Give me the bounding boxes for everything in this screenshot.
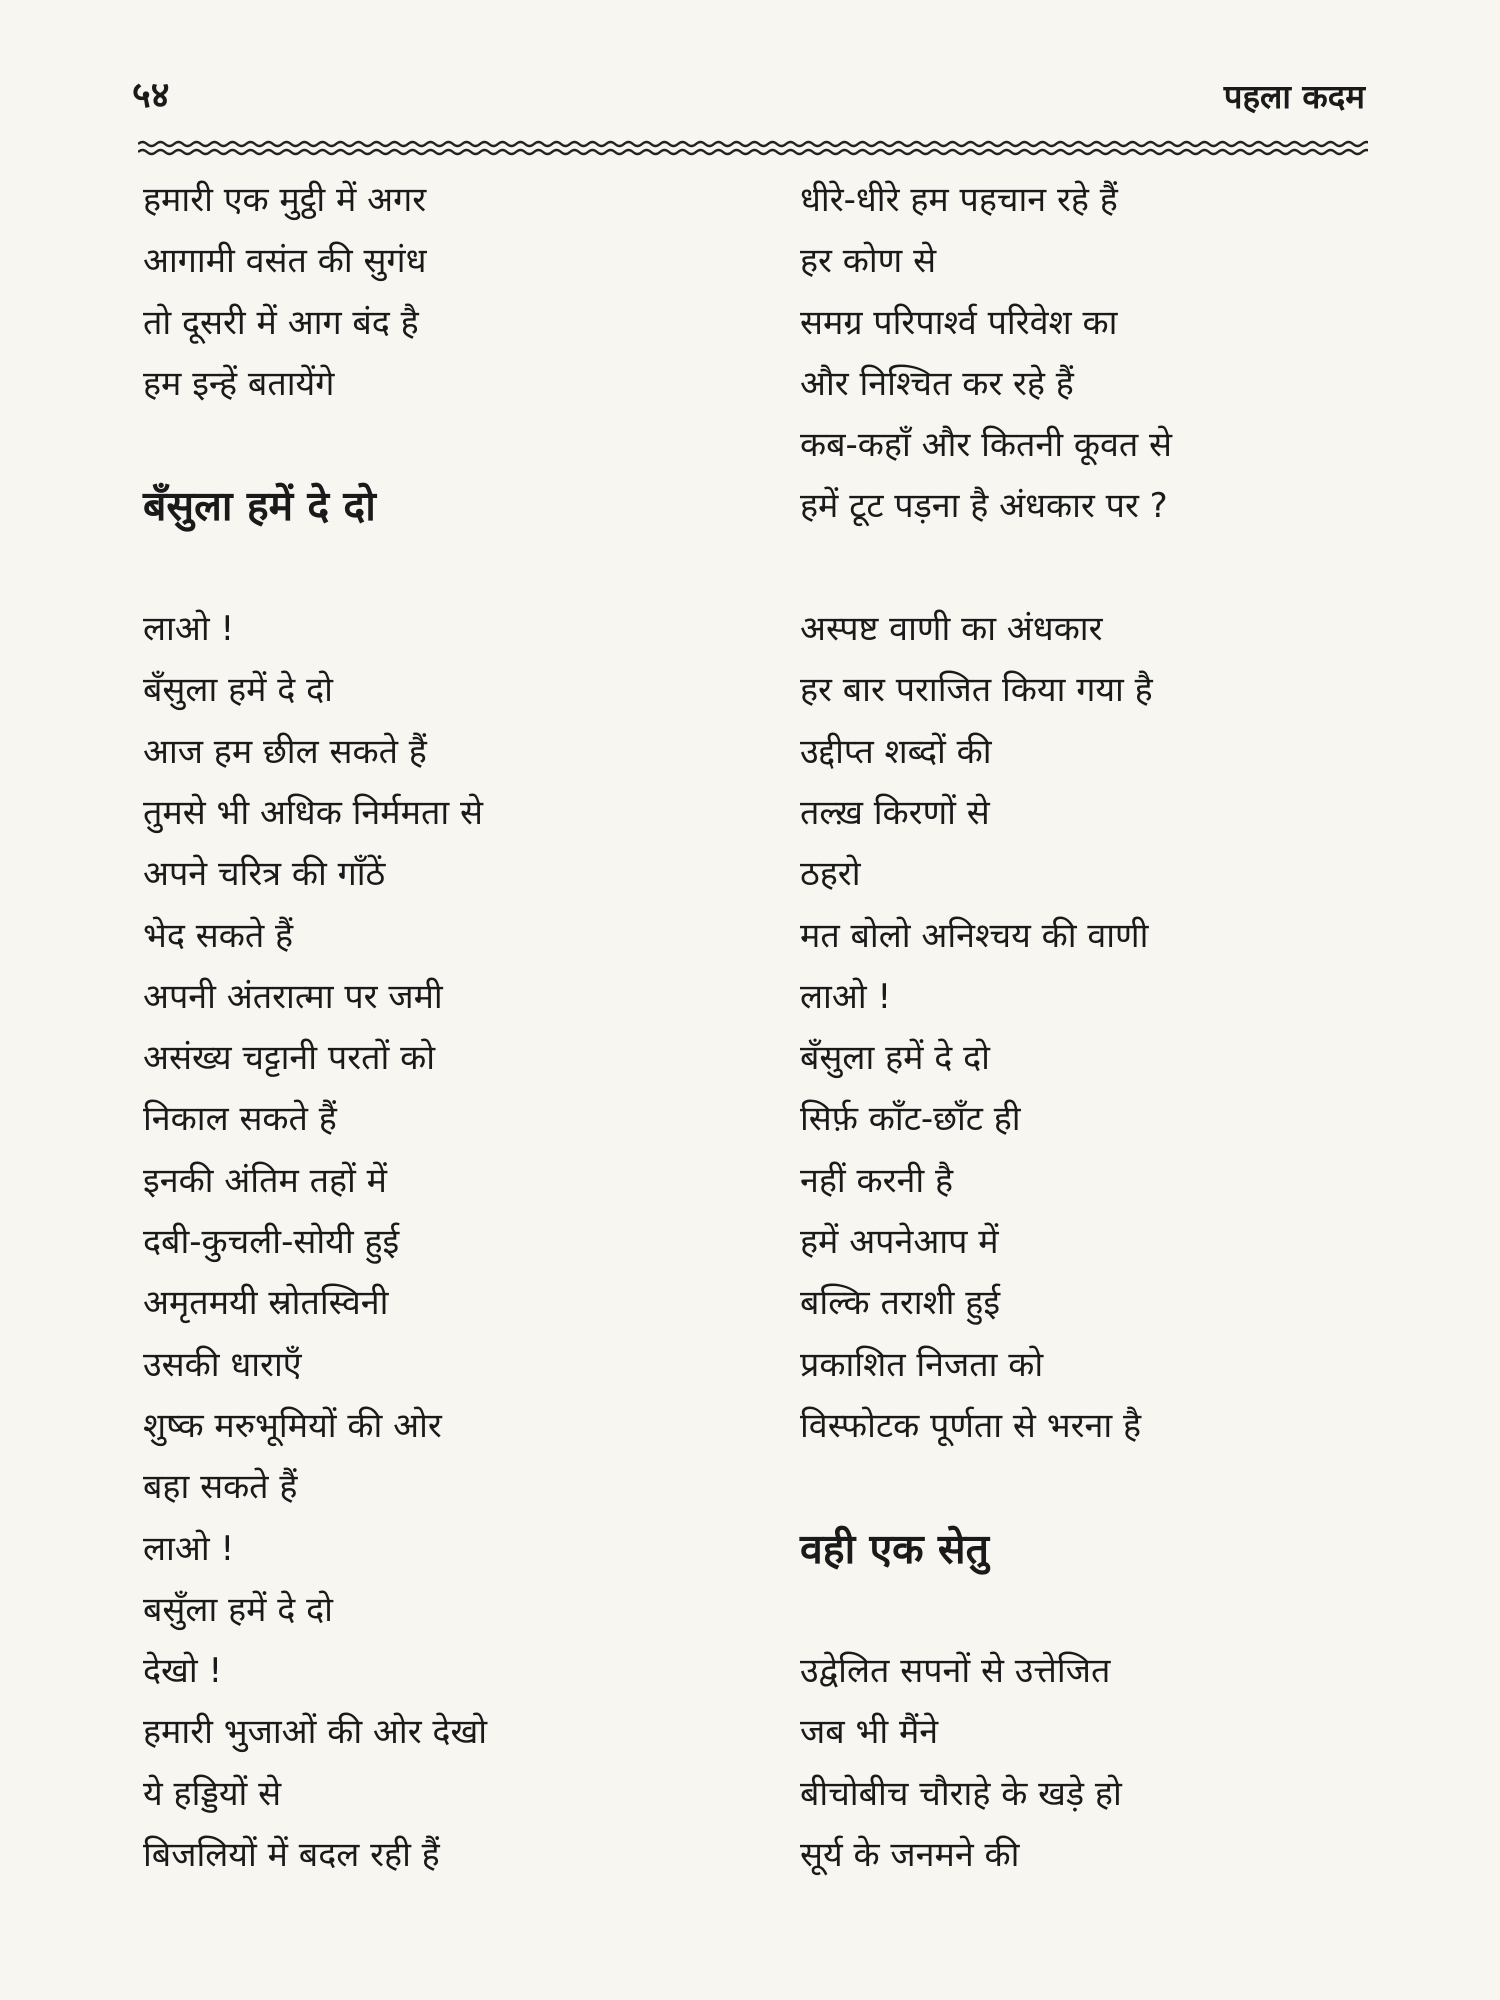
poem-line: इनकी अंतिम तहों में: [143, 1160, 387, 1201]
page-number: ५४: [132, 75, 170, 116]
poem-line: अपनी अंतरात्मा पर जमी: [143, 976, 443, 1017]
poem-line: हमें अपनेआप में: [800, 1222, 999, 1263]
poem-line: समग्र परिपार्श्व परिवेश का: [800, 302, 1118, 343]
poem-line: सिर्फ़ काँट-छाँट ही: [800, 1099, 1021, 1140]
poem-line: जब भी मैंने: [800, 1712, 939, 1753]
decorative-wavy-rule: [138, 137, 1368, 159]
poem-line: अपने चरित्र की गाँठें: [143, 854, 386, 895]
poem-line: भेद सकते हैं: [143, 915, 294, 956]
poem-line: हमें टूट पड़ना है अंधकार पर ?: [800, 486, 1168, 527]
poem-line: दबी-कुचली-सोयी हुई: [143, 1222, 400, 1263]
poem-body: [143, 599, 743, 1886]
poem-line: तो दूसरी में आग बंद है: [143, 302, 419, 343]
poem-line: सूर्य के जनमने की: [800, 1835, 1020, 1876]
poem-title: वही एक सेतु: [800, 1524, 989, 1573]
intro-stanza: [143, 170, 743, 415]
poem-line: तल्ख़ किरणों से: [800, 792, 990, 833]
left-column: [143, 170, 743, 1886]
poem-title: बँसुला हमें दे दो: [143, 482, 376, 531]
poem-line: देखो !: [143, 1651, 223, 1692]
poem-line: धीरे-धीरे हम पहचान रहे हैं: [800, 180, 1118, 220]
poem-body: [800, 1641, 1400, 1886]
poem-line: हमारी भुजाओं की ओर देखो: [143, 1712, 488, 1753]
poem-line: आगामी वसंत की सुगंध: [143, 241, 427, 282]
poem-line: उसकी धाराएँ: [143, 1344, 302, 1385]
poem-line: लाओ !: [143, 1528, 235, 1569]
poem-line: हमारी एक मुट्ठी में अगर: [143, 180, 427, 220]
stanza-gap: [143, 415, 743, 476]
poem-line: हम इन्हें बतायेंगे: [143, 363, 335, 404]
poem-line: बसुँला हमें दे दो: [143, 1589, 333, 1630]
continuation-stanza: [800, 599, 1400, 1457]
poem-line: नहीं करनी है: [800, 1160, 954, 1201]
poem-line: प्रकाशित निजता को: [800, 1344, 1044, 1385]
stanza-gap: [800, 538, 1400, 599]
poem-line: बँसुला हमें दे दो: [143, 670, 333, 711]
poem-line: आज हम छील सकते हैं: [143, 731, 427, 772]
poem-line: बहा सकते हैं: [143, 1467, 298, 1508]
poem-line: मत बोलो अनिश्चय की वाणी: [800, 915, 1149, 956]
stanza-gap: [143, 538, 743, 599]
stanza-gap: [800, 1457, 1400, 1518]
poem-line: निकाल सकते हैं: [143, 1099, 337, 1140]
poem-line: और निश्चित कर रहे हैं: [800, 363, 1074, 404]
poem-line: बल्कि तराशी हुई: [800, 1283, 1001, 1324]
poem-line: लाओ !: [143, 609, 235, 650]
right-column: [800, 170, 1400, 1886]
poem-line: शुष्क मरुभूमियों की ओर: [143, 1405, 442, 1446]
poem-line: लाओ !: [800, 976, 892, 1017]
continuation-stanza: [800, 170, 1400, 538]
poem-line: असंख्य चट्टानी परतों को: [143, 1038, 436, 1079]
stanza-gap: [800, 1580, 1400, 1641]
poem-line: विस्फोटक पूर्णता से भरना है: [800, 1405, 1142, 1446]
poem-line: ठहरो: [800, 854, 861, 895]
poem-line: बीचोबीच चौराहे के खड़े हो: [800, 1773, 1122, 1814]
poem-line: बिजलियों में बदल रही हैं: [143, 1835, 440, 1876]
poem-line: उद्दीप्त शब्दों की: [800, 731, 992, 772]
poem-line: उद्वेलित सपनों से उत्तेजित: [800, 1651, 1111, 1692]
poem-line: ये हड्डियों से: [143, 1773, 282, 1814]
poem-line: बँसुला हमें दे दो: [800, 1038, 990, 1079]
poem-line: हर बार पराजित किया गया है: [800, 670, 1153, 711]
running-header: पहला कदम: [1223, 77, 1365, 116]
poem-line: कब-कहाँ और कितनी कूवत से: [800, 425, 1173, 466]
poem-line: अस्पष्ट वाणी का अंधकार: [800, 609, 1103, 650]
poem-line: तुमसे भी अधिक निर्ममता से: [143, 792, 483, 833]
poem-line: अमृतमयी स्रोतस्विनी: [143, 1283, 389, 1324]
poem-line: हर कोण से: [800, 241, 937, 282]
